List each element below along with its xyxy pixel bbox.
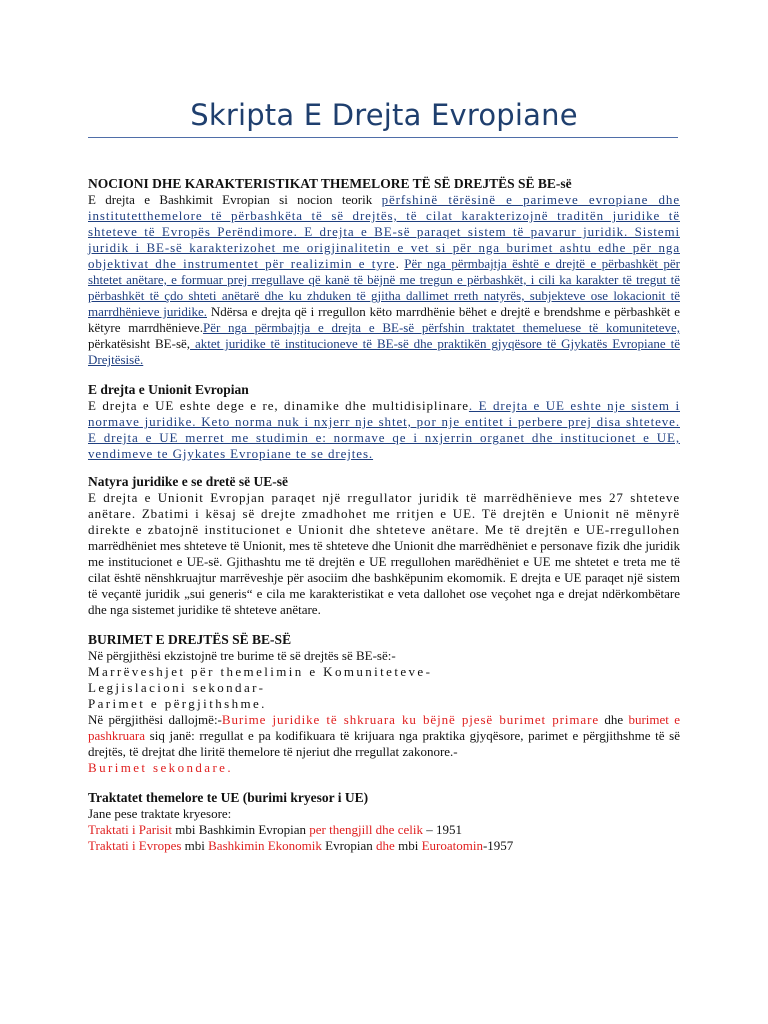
text-run: mbi	[394, 838, 422, 853]
highlighted-text: Traktati i Parisit	[88, 822, 173, 837]
text-run: Në përgjithësi dallojmë:-	[88, 712, 222, 727]
section-heading: Natyra juridike e se dretë së UE-së	[88, 474, 288, 489]
section-paragraph	[88, 490, 680, 618]
document-page	[88, 0, 680, 854]
section-founding-treaties	[88, 790, 680, 854]
highlighted-text: Burime juridike të shkruara ku bëjnë pjesë burimet primare	[221, 712, 600, 727]
title-divider	[88, 137, 678, 138]
section-legal-nature	[88, 474, 680, 618]
section-heading: NOCIONI DHE KARAKTERISTIKAT THEMELORE TË SË DREJTËS SË BE-së	[88, 176, 572, 191]
highlighted-text: dhe	[376, 838, 395, 853]
section-paragraph	[88, 712, 680, 760]
text-run: përkatësisht BE-së,	[88, 336, 191, 351]
text-run: mbi Bashkimin Evropian	[172, 822, 310, 837]
section-sources	[88, 632, 680, 776]
text-run: – 1951	[422, 822, 462, 837]
highlighted-text: Traktati i Evropes	[88, 838, 182, 853]
section-heading: E drejta e Unionit Evropian	[88, 382, 249, 397]
section-paragraph	[88, 398, 680, 462]
highlighted-text: Bashkimin Ekonomik	[208, 838, 322, 853]
text-run: rregullohen	[610, 522, 680, 537]
underlined-text: . E drejta e UE eshte nje sistem i normave juridike. Keto norma nuk i nxjerr nje shtet, por nje entitet i perbere prej disa shteteve. E drejta e UE merret me studimin e: normave qe i nxjerrin organet dhe institucionet e UE, vendimeve te Gjykates Evropiane te se drejtes.	[88, 398, 680, 461]
section-characteristics	[88, 176, 680, 368]
text-run: mbi	[181, 838, 209, 853]
text-run: -1957	[482, 838, 514, 853]
section-eu-law	[88, 382, 680, 462]
text-run: dhe	[599, 712, 629, 727]
treaty-line-rome	[88, 838, 680, 854]
underlined-text: Për nga përmbajtja është e drejtë e përbashkët për shtetet anëtare, e formuar prej rregullave që kanë të bëjnë me tregun e përbashkët, i cili ka karakter të tregut të përbashkët të çdo shteti anëtarë dhe ku zhduken të gjitha dallimet rreth natyrës, subjekteve ose lokacionit të marrdhënieve juridike.	[88, 256, 680, 319]
text-run: E drejta e Bashkimit Evropian si nocion teorik	[88, 192, 382, 207]
text-run: Ndërsa e drejta që i rregullon këto marrdhënie bëhet e drejtë e brendshme e përbashkët e këtyre marrdhënieve.	[88, 304, 680, 335]
text-run: marrëdhëniet mes shteteve të Unionit, mes të shteteve dhe Unionit dhe marrëdhëniet e personave fizik dhe juridik me institucionet e UE-së. Gjithashtu me të drejtën e UE rregullohen marëdhëniet e UE me shtetet e treta me të cilat është nënshkruajtur marrëveshje për asociim dhe bashkëpunim ekomomik. E drejta e UE paraqet një sistem të veçantë juridik „sui generis“ e cila me karakteristikat e veta dallohet ose veçohet nga e drejat ndërkombëtare dhe nga sistemet juridike të shteteve anëtare.	[88, 538, 680, 617]
highlighted-text: per thengjill dhe celik	[309, 822, 423, 837]
treaty-line-paris	[88, 822, 680, 838]
section-heading: Traktatet themelore te UE (burimi kryesor i UE)	[88, 790, 369, 805]
treaties-intro: Jane pese traktate kryesore:	[88, 806, 232, 821]
highlighted-text: Euroatomin	[421, 838, 483, 853]
secondary-sources-text: Burimet sekondare.	[88, 760, 234, 775]
text-run: Evropian	[321, 838, 377, 853]
source-item-secondary-legislation: Legjislacioni sekondar-	[88, 680, 266, 695]
section-paragraph	[88, 192, 680, 368]
text-run: E drejta e UE eshte dege e re, dinamike dhe multidisiplinare	[88, 398, 469, 413]
text-run: E drejta e Unionit Evropjan paraqet një rregullator juridik të marrëdhënieve mes 27 shteteve anëtare. Zbatimi i kësaj së drejte zmadhohet me rritjen e UE. Të drejtën e Unionit në mënyrë direkte e zbatojnë institucionet e Unionit dhe shteteve anëtare. Me të drejtën e UE-	[88, 490, 680, 537]
source-item-treaties: Marrëveshjet për themelimin e Komuniteteve-	[88, 664, 433, 679]
source-item-general-principles: Parimet e përgjithshme.	[88, 696, 267, 711]
sources-intro: Në përgjithësi ekzistojnë tre burime të së drejtës së BE-së:-	[88, 648, 396, 663]
document-title: Skripta E Drejta Evropiane	[190, 98, 578, 132]
underlined-text: Për nga përmbajtja e drejta e BE-së përfshin traktatet themeluese të komuniteteve,	[202, 320, 680, 335]
section-heading: BURIMET E DREJTËS SË BE-SË	[88, 632, 292, 647]
underlined-text: përfshinë tërësinë e parimeve evropiane dhe institutetthemelore të përbashkëta të së drejtës, të cilat karakterizojnë traditën juridike të shteteve të Evropës Perëndimore. E drejta e BE-së paraqet sistem të pavarur juridik. Sistemi juridik i BE-së karakterizohet me origjinalitetin e vet si për nga burimet ashtu edhe për nga objektivat dhe instrumentet për realizimin e tyre	[88, 192, 680, 271]
underlined-text: aktet juridike të institucioneve të BE-së dhe praktikën gjyqësore të Gjykatës Evropiane të Drejtësisë.	[88, 336, 680, 367]
highlighted-text: burimet e pashkruara	[88, 712, 680, 743]
text-run: siq janë: rregullat e pa kodifikuara të krijuara nga praktika gjyqësore, parimet e përgjithshme të së drejtës, të drejtat dhe liritë themelore të njeriut dhe rregullat zakonore.-	[88, 728, 680, 759]
text-run: .	[395, 256, 405, 271]
